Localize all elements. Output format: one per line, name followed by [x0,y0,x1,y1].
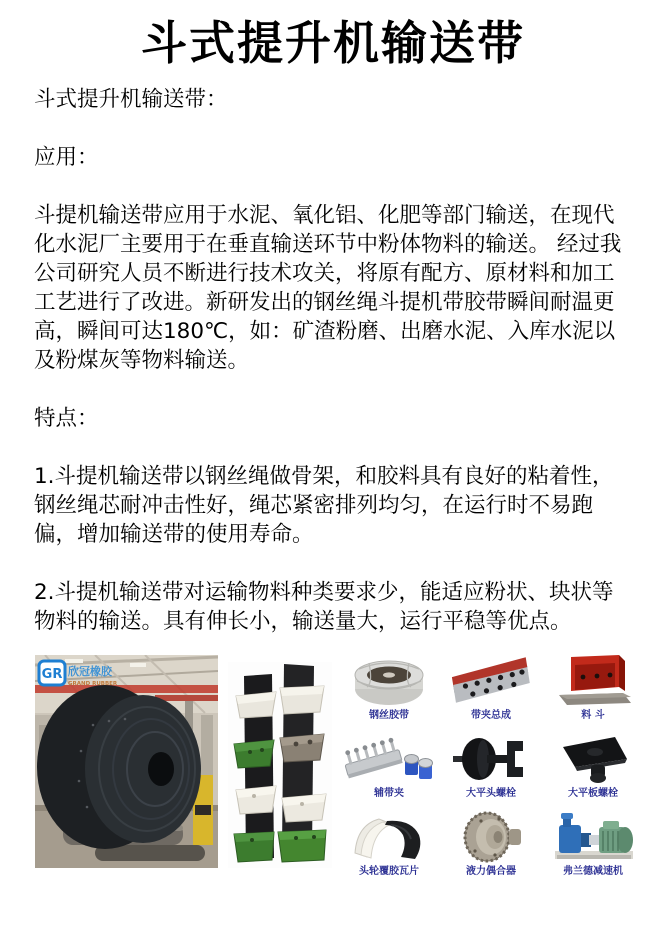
bucket-display-panel-photo [228,662,332,868]
product-label: 料 斗 [581,710,605,721]
product-label: 液力偶合器 [466,866,516,877]
auxiliary-belt-clamp-icon [343,737,435,785]
factory-belt-roll-photo [35,655,218,868]
belt-clamp-assembly-icon [445,655,537,707]
features-heading: 特点： [34,406,99,432]
product-label: 头轮覆胶瓦片 [359,866,419,877]
body-text [34,85,634,636]
brand-logo-name-en: GRAND RUBBER [68,681,118,687]
product-label: 辅带夹 [374,788,404,799]
flat-plate-bolt-icon [549,733,637,785]
product-label: 钢丝胶带 [369,710,409,721]
application-heading: 应用： [34,145,99,171]
feature-item-1: 1.斗提机输送带以钢丝绳做骨架，和胶料具有良好的粘着性，钢丝绳芯耐冲击性好，绳芯紧密排列均匀，在运行时不易跑偏，增加输送带的使用寿命。 [34,464,614,548]
product-item-flat-head-bolt [440,724,542,802]
product-label: 大平头螺栓 [466,788,516,799]
product-item-auxiliary-belt-clamp [338,724,440,802]
product-label: 大平板螺栓 [568,788,618,799]
elevator-bucket-icon [553,653,633,707]
product-item-rubber-lagging-tile [338,802,440,880]
brand-logo-initials: GR [41,667,63,682]
product-grid [338,648,644,878]
flat-head-bolt-icon [447,733,535,785]
product-item-steel-wire-belt [338,648,440,724]
product-item-flat-plate-bolt [542,724,644,802]
brand-logo [39,661,118,687]
bucket-panel-illustration [228,662,332,868]
fluid-coupling-icon [451,811,531,863]
product-item-elevator-bucket [542,648,644,724]
product-gallery [0,648,666,930]
flender-gear-reducer-icon [547,809,639,863]
factory-photo-illustration [35,655,218,868]
feature-item-2: 2.斗提机输送带对运输物料种类要求少，能适应粉状、块状等物料的输送。具有伸长小，输送量大，运行平稳等优点。 [34,580,614,635]
page-title: 斗式提升机输送带 [141,16,525,70]
application-paragraph: 斗提机输送带应用于水泥、氧化铝、化肥等部门输送，在现代化水泥厂主要用于在垂直输送环节中粉体物料的输送。 经过我公司研究人员不断进行技术攻关，将原有配方、原材料和加工工艺进行了改进。新研发出的钢丝绳斗提机带胶带瞬间耐温更高，瞬间可达180℃，如：矿渣粉磨、出磨水泥、入库水泥以及粉煤灰等物料输送。 [34,203,622,374]
product-label: 弗兰德减速机 [563,866,623,877]
product-label: 带夹总成 [471,710,511,721]
head-pulley-rubber-lagging-icon [345,813,433,863]
product-item-belt-clamp-assembly [440,648,542,724]
steel-wire-belt-roll-icon [345,655,433,707]
product-item-fluid-coupling [440,802,542,880]
product-item-gear-reducer [542,802,644,880]
brand-logo-name-cn: 欣冠橡胶 [68,665,112,678]
intro-line: 斗式提升机输送带： [34,87,228,113]
